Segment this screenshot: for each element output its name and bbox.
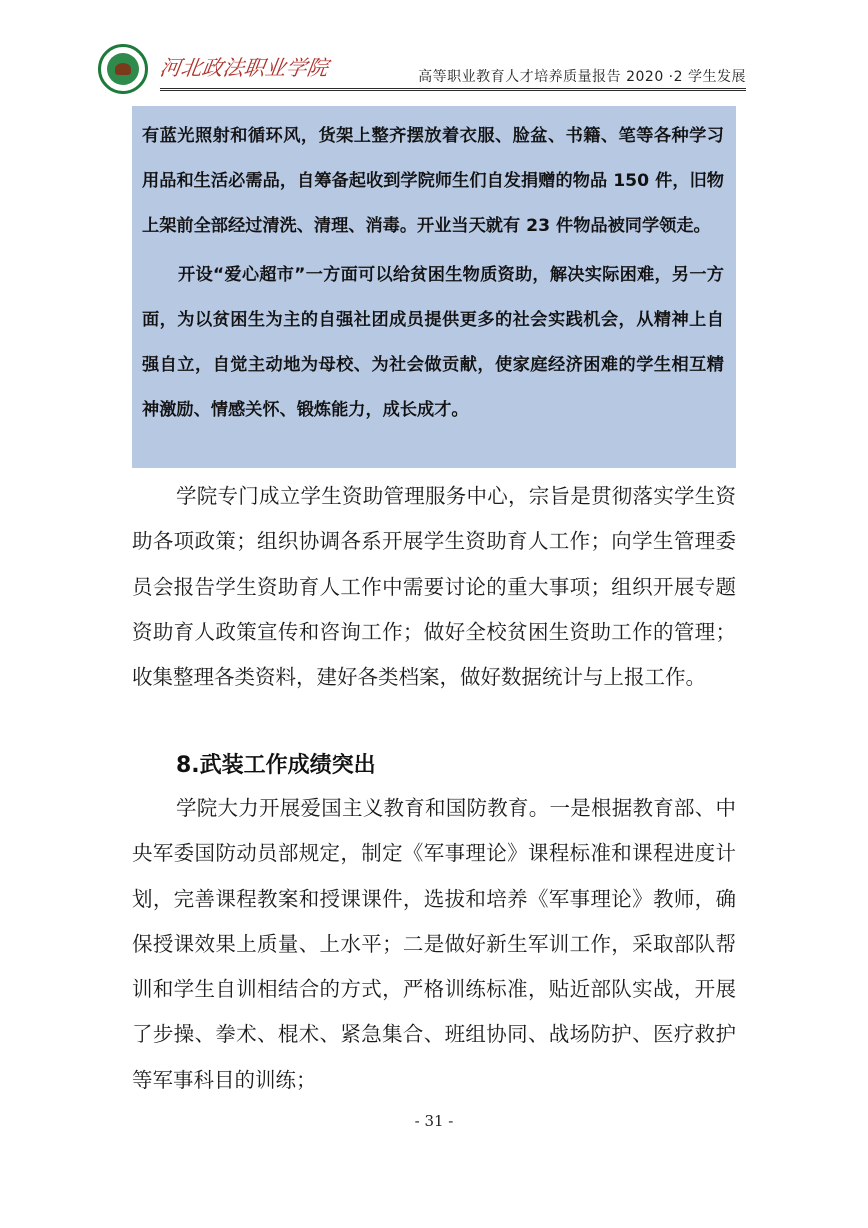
body-section-2 bbox=[132, 786, 736, 1103]
page-header bbox=[98, 40, 746, 92]
callout-paragraph-1: 有蓝光照射和循环风，货架上整齐摆放着衣服、脸盆、书籍、笔等各种学习用品和生活必需品，自筹备起收到学院师生们自发捐赠的物品 150 件，旧物上架前全部经过清洗、清理、消毒。开业当天就有 23 件物品被同学领走。 bbox=[142, 126, 724, 236]
body-paragraph-2: 学院大力开展爱国主义教育和国防教育。一是根据教育部、中央军委国防动员部规定，制定《军事理论》课程标准和课程进度计划，完善课程教案和授课课件，选拔和培养《军事理论》教师，确保授课效果上质量、上水平；二是做好新生军训工作，采取部队帮训和学生自训相结合的方式，严格训练标准，贴近部队实战，开展了步操、拳术、棍术、紧急集合、班组协同、战场防护、医疗救护等军事科目的训练； bbox=[132, 796, 736, 1092]
section-heading: 8.武装工作成绩突出 bbox=[176, 753, 376, 778]
case-callout-box bbox=[132, 106, 736, 468]
school-logo-icon bbox=[98, 44, 148, 94]
page-number: - 31 - bbox=[414, 1112, 454, 1130]
header-divider bbox=[160, 88, 746, 91]
school-name: 河北政法职业学院 bbox=[158, 56, 330, 80]
report-title: 高等职业教育人才培养质量报告 2020 ·2 学生发展 bbox=[418, 69, 746, 85]
body-section-1 bbox=[132, 474, 736, 700]
body-paragraph-1: 学院专门成立学生资助管理服务中心，宗旨是贯彻落实学生资助各项政策；组织协调各系开展学生资助育人工作；向学生管理委员会报告学生资助育人工作中需要讨论的重大事项；组织开展专题资助育人政策宣传和咨询工作；做好全校贫困生资助工作的管理；收集整理各类资料，建好各类档案，做好数据统计与上报工作。 bbox=[132, 484, 736, 690]
callout-paragraph-2: 开设“爱心超市”一方面可以给贫困生物质资助，解决实际困难，另一方面，为以贫困生为主的自强社团成员提供更多的社会实践机会，从精神上自强自立，自觉主动地为母校、为社会做贡献，使家庭经济困难的学生相互精神激励、情感关怀、锻炼能力，成长成才。 bbox=[142, 265, 724, 420]
